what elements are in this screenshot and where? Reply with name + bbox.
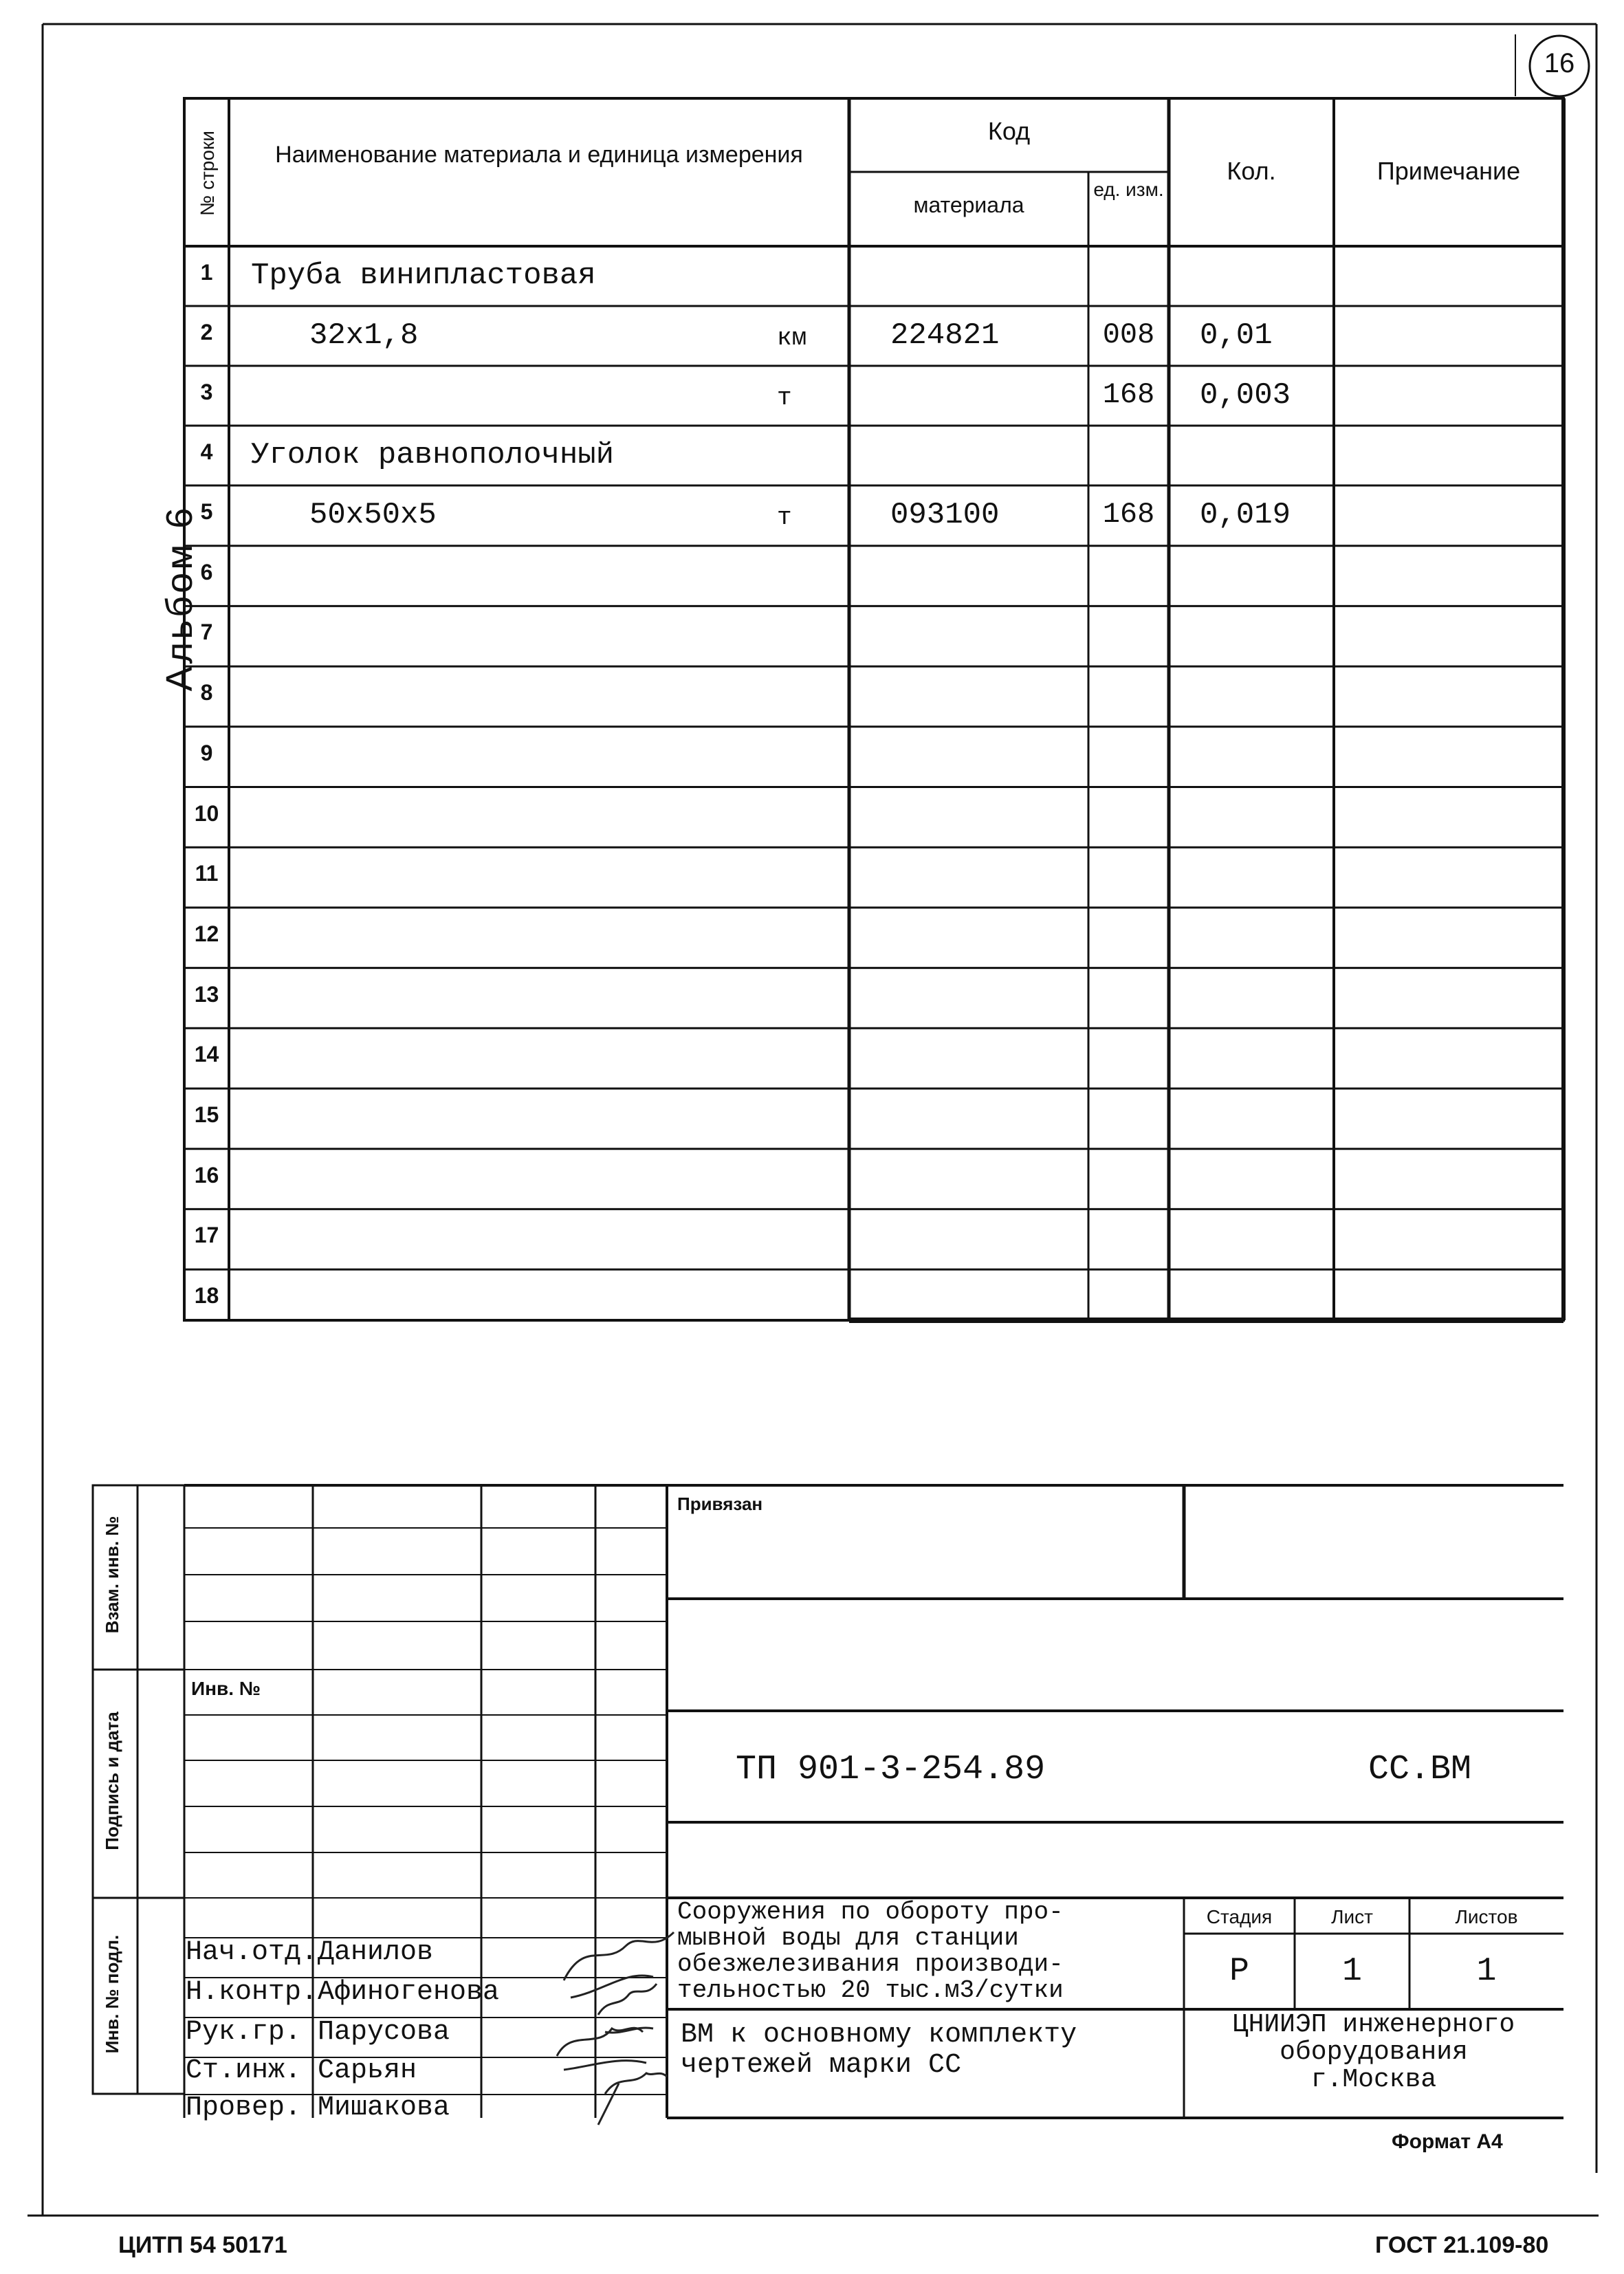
row-number: 18 [194,1283,219,1309]
org-line: оборудования [1280,2037,1468,2067]
staff-role: Нач.отд. [186,1937,318,1968]
sheet-title-line: ВМ к основному комплекту [681,2020,1077,2051]
staff-name: Данилов [318,1937,434,1968]
row-number: 11 [195,861,219,886]
row-qty: 0,01 [1200,318,1273,353]
header-qty: Кол. [1227,157,1276,185]
row-number: 14 [194,1042,219,1067]
album-label: Альбом 6 [159,505,200,692]
row-number: 15 [194,1102,219,1127]
object-name [677,1899,1064,2004]
sheets-label: Листов [1455,1906,1518,1927]
row-number: 9 [200,740,213,765]
row-number: 4 [200,439,213,464]
row-unit-name: т [777,384,792,412]
row-number: 13 [194,981,219,1007]
row-name: 32x1,8 [309,318,419,353]
row-unit-name: т [777,503,792,532]
side-inv-podl: Инв. № подл. [102,1934,122,2054]
staff-name: Афиногенова [318,1977,500,2008]
row-unit-code: 008 [1102,318,1155,351]
header-name [229,141,849,168]
row-unit-code: 168 [1102,378,1155,411]
row-number: 6 [200,559,213,584]
header-code: Код [987,117,1031,145]
row-name: 50x50x5 [309,498,437,532]
privyazan-label: Привязан [677,1494,763,1514]
inv-no-label: Инв. № [191,1678,261,1699]
staff-role: Н.контр. [186,1977,318,2008]
staff-role: Провер. [186,2092,302,2123]
row-number: 5 [200,499,213,524]
header-row-no: № строки [197,131,218,216]
row-number: 16 [194,1162,219,1188]
row-qty: 0,003 [1200,378,1291,413]
row-unit-code: 168 [1102,498,1155,531]
header-unit: ед. изм. [1093,179,1164,200]
row-number: 12 [194,921,219,946]
staff-role: Рук.гр. [186,2017,302,2048]
sheet-number: 16 [1544,48,1575,78]
sheet-value: 1 [1342,1953,1362,1990]
sheets-value: 1 [1476,1953,1497,1990]
row-number: 3 [200,380,213,404]
row-unit-name: км [777,324,807,352]
staff-name: Сарьян [318,2055,417,2086]
doc-code: ТП 901-3-254.89 [736,1750,1046,1789]
org-name [1184,2011,1563,2094]
sheet-title [681,2020,1077,2081]
header-name-text: Наименование материала и единица измерения [275,142,803,168]
row-name: Уголок равнополочный [251,438,615,472]
org-line: г.Москва [1310,2065,1437,2095]
row-number: 1 [200,260,213,285]
row-number: 17 [194,1223,219,1248]
staff-name: Парусова [318,2017,450,2048]
header-note: Примечание [1376,157,1521,185]
footer-right: ГОСТ 21.109-80 [1375,2232,1549,2258]
header-material: материала [913,193,1024,217]
stage-value: Р [1229,1953,1249,1990]
row-material-code: 224821 [890,318,1000,353]
footer-left: ЦИТП 54 50171 [118,2232,287,2258]
row-number: 7 [200,620,213,645]
object-name-line: Сооружения по обороту про- [677,1898,1064,1926]
side-podpis: Подпись и дата [102,1712,122,1850]
side-vzam: Взам. инв. № [102,1516,122,1634]
sheet-label: Лист [1331,1906,1373,1927]
org-line: ЦНИИЭП инженерного [1232,2010,1515,2040]
row-number: 8 [200,680,213,706]
row-name: Труба винипластовая [251,259,596,293]
row-number: 10 [194,800,219,826]
object-name-line: обезжелезивания производи- [677,1950,1064,1978]
sheet-title-line: чертежей марки СС [681,2050,962,2081]
doc-mark: СС.ВМ [1368,1750,1472,1789]
stage-label: Стадия [1206,1906,1273,1927]
staff-name: Мишакова [318,2092,450,2123]
format-label: Формат А4 [1392,2130,1503,2153]
object-name-line: тельностью 20 тыс.м3/сутки [677,1976,1064,2004]
row-material-code: 093100 [890,498,1000,532]
object-name-line: мывной воды для станции [677,1924,1019,1952]
staff-role: Ст.инж. [186,2055,302,2086]
row-qty: 0,019 [1200,498,1291,532]
row-number: 2 [200,320,213,345]
signatures [557,1932,674,2125]
